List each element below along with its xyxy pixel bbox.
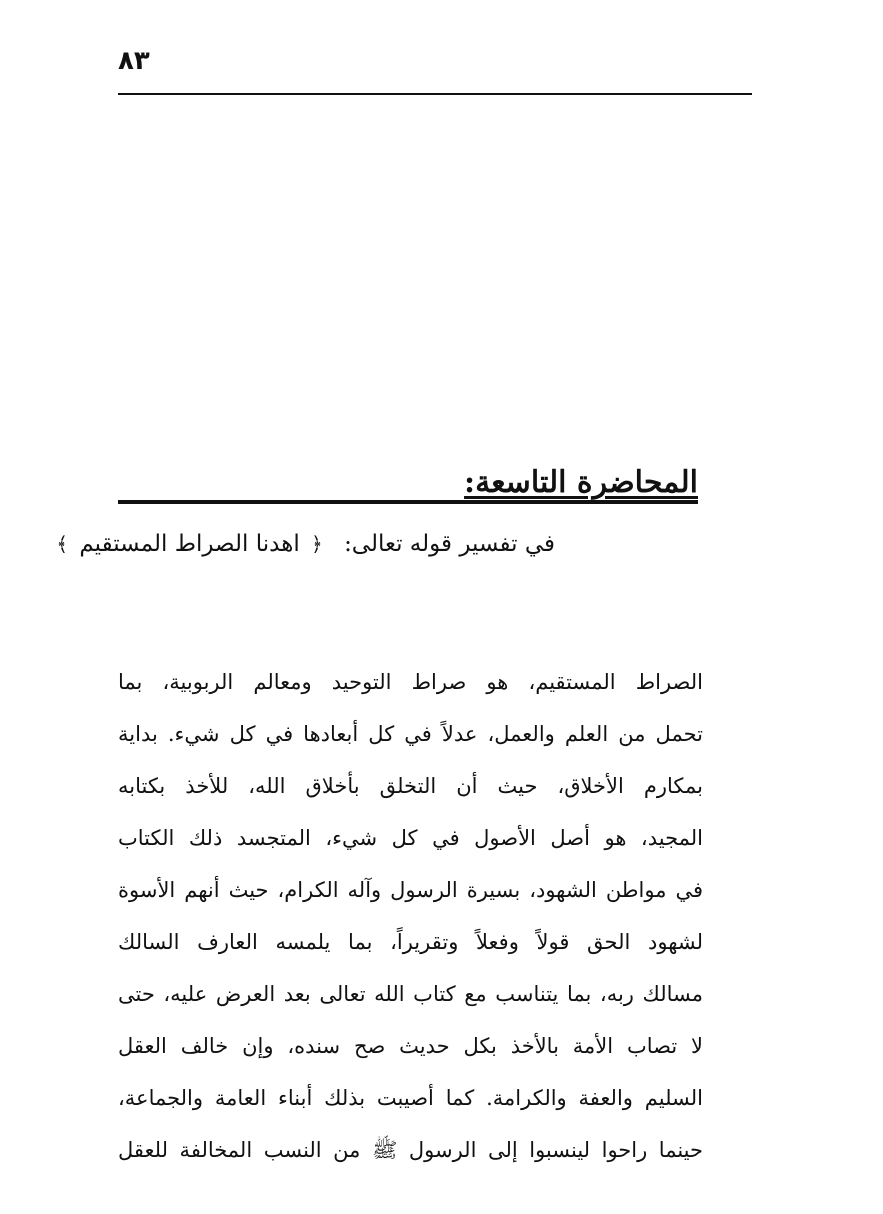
verse-close-ornament: ﴾	[56, 532, 69, 556]
text-line: الصراط المستقيم، هو صراط التوحيد ومعالم الربوبية، بما	[118, 670, 703, 694]
page-number: ٨٣	[118, 46, 150, 76]
text-line: في مواطن الشهود، بسيرة الرسول وآله الكرام، حيث أنهم الأسوة	[118, 878, 703, 902]
quranic-verse	[52, 531, 326, 557]
subtitle-prefix: في تفسير قوله تعالى:	[344, 531, 555, 557]
text-line: بمكارم الأخلاق، حيث أن التخلق بأخلاق الله، للأخذ بكتابه	[118, 774, 703, 798]
text-line: حينما راحوا لينسبوا إلى الرسول ﷺ من النسب المخالفة للعقل	[118, 1138, 703, 1162]
lecture-subtitle	[52, 530, 555, 560]
title-underline	[118, 500, 698, 504]
text-line: تحمل من العلم والعمل، عدلاً في كل أبعادها في كل شيء. بداية	[118, 722, 703, 746]
text-line: مسالك ربه، بما يتناسب مع كتاب الله تعالى بعد العرض عليه، حتى	[118, 982, 703, 1006]
text-line: السليم والعفة والكرامة. كما أصيبت بذلك أبناء العامة والجماعة،	[118, 1086, 703, 1110]
text-line: المجيد، هو أصل الأصول في كل شيء، المتجسد ذلك الكتاب	[118, 826, 703, 850]
verse-text: اهدنا الصراط المستقيم	[79, 531, 300, 557]
lecture-title: المحاضرة التاسعة:	[464, 465, 698, 500]
header-divider	[118, 93, 752, 95]
text-line: لشهود الحق قولاً وفعلاً وتقريراً، بما يلمسه العارف السالك	[118, 930, 703, 954]
text-line: لا تصاب الأمة بالأخذ بكل حديث صح سنده، وإن خالف العقل	[118, 1034, 703, 1058]
body-paragraph	[118, 656, 703, 1176]
verse-open-ornament: ﴿	[311, 532, 323, 556]
